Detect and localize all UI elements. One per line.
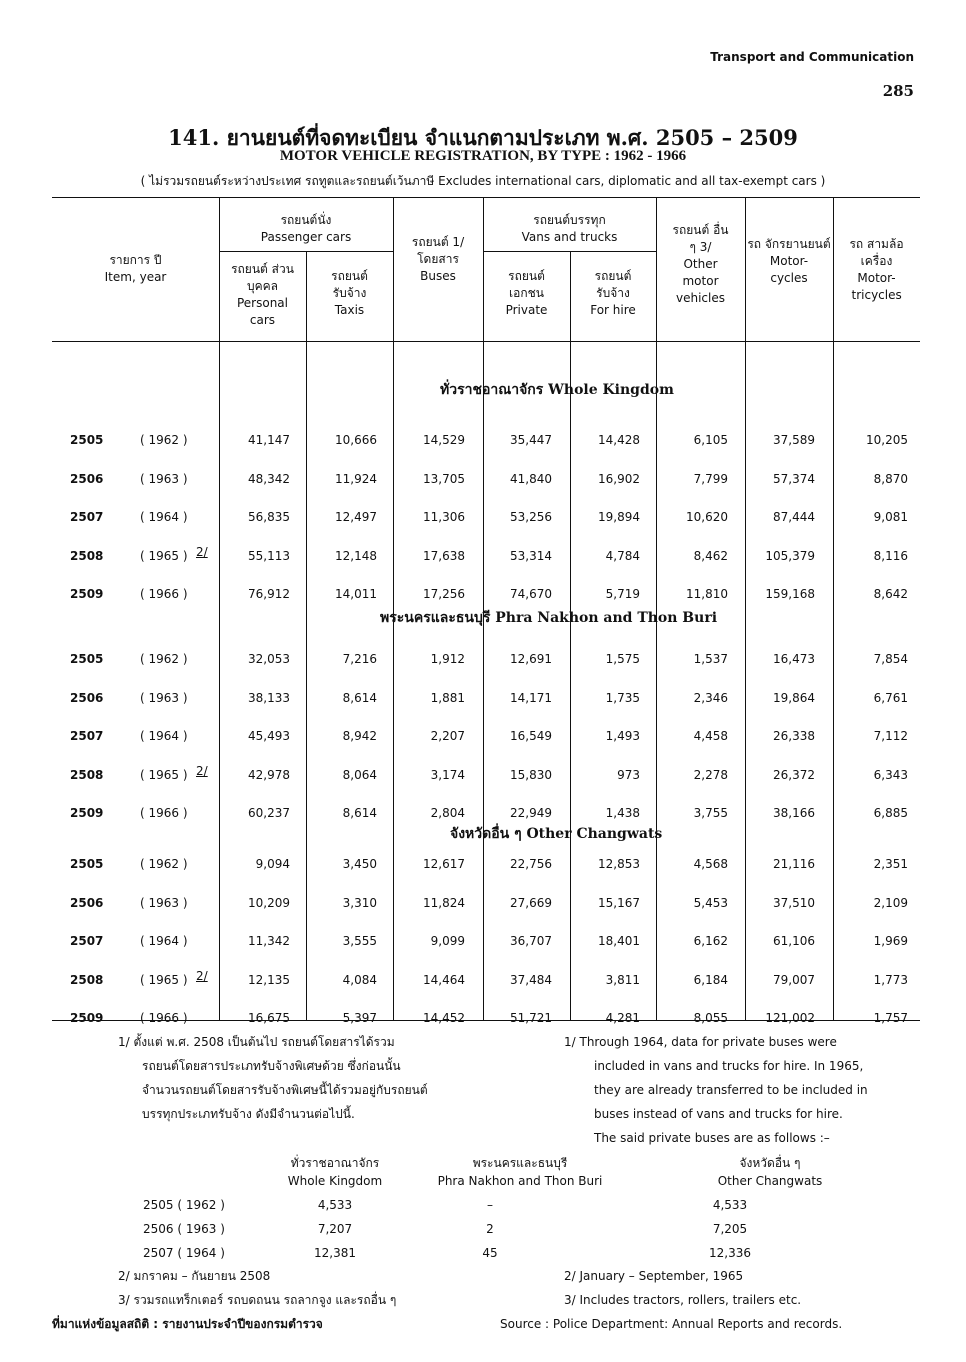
table-cell: 16,675: [248, 1011, 290, 1025]
row-year-ce: ( 1965 ): [140, 767, 188, 782]
row-year-be: 2507: [70, 934, 104, 948]
table-cell: 16,473: [773, 652, 815, 666]
footnote-3-thai: 3/ รวมรถแทร็กเตอร์ รถบดถนน รถลากจูง และรถอื่น ๆ: [118, 1293, 397, 1307]
row-year-be: 2506: [70, 471, 104, 486]
table-cell: 41,840: [510, 471, 552, 486]
footnote-1-english: 1/ Through 1964, data for private buses were included in vans and trucks for hire. In 1965, they are already transferred to be included in buses instead of vans and trucks for hire. The said private buses are as follows :–: [564, 1035, 868, 1145]
table-cell: 37,589: [773, 433, 815, 447]
subtable-year: 2506 ( 1963 ): [143, 1222, 225, 1236]
table-cell: 9,099: [430, 934, 465, 948]
header-item: รายการ ปี Item, year: [104, 253, 167, 284]
subtable-year: 2505 ( 1962 ): [143, 1198, 225, 1212]
header-motorcycles: รถ จักรยานยนต์ Motor- cycles: [747, 237, 831, 285]
header-hire: รถยนต์ รับจ้าง For hire: [590, 269, 636, 317]
table-cell: 10,620: [686, 510, 728, 524]
row-year-be: 2508: [70, 767, 104, 782]
table-cell: 26,338: [773, 729, 815, 743]
table-cell: 79,007: [773, 972, 815, 987]
table-cell: 38,133: [248, 690, 290, 705]
table-cell: 1,537: [693, 652, 728, 666]
table-cell: 38,166: [773, 806, 815, 820]
section-title-whole-kingdom: ทั่วราชอาณาจักร Whole Kingdom: [440, 382, 674, 398]
row-footnote-ref: 2/: [196, 763, 208, 778]
table-cell: 11,810: [686, 587, 728, 601]
table-cell: 2,207: [430, 729, 465, 743]
table-cell: 10,205: [866, 433, 908, 447]
subtable-header-whole-kingdom: ทั่วราชอาณาจักร Whole Kingdom: [287, 1156, 383, 1188]
table-cell: 2,804: [430, 806, 465, 820]
table-cell: 7,854: [873, 652, 908, 666]
table-cell: 4,784: [605, 548, 640, 563]
table-cell: 2,278: [693, 767, 728, 782]
table-cell: 973: [617, 767, 640, 782]
table-cell: 42,978: [248, 767, 290, 782]
table-cell: 37,510: [773, 895, 815, 910]
table-cell: 5,397: [342, 1011, 377, 1025]
row-year-ce: ( 1966 ): [140, 587, 188, 601]
table-cell: 12,853: [598, 857, 640, 871]
row-year-be: 2509: [70, 806, 104, 820]
footnote-2-thai: 2/ มกราคม – กันยายน 2508: [118, 1269, 271, 1283]
table-cell: 6,105: [693, 433, 728, 447]
footnote-1-thai: 1/ ตั้งแต่ พ.ศ. 2508 เป็นต้นไป รถยนต์โดยสารได้รวม รถยนต์โดยสารประเภทรับจ้างพิเศษด้วย ซึ่งก่อนนั้น จำนวนรถยนต์โดยสารรับจ้างพิเศษนี้ได้รวมอยู่กับรถยนต์ บรรทุกประเภทรับจ้าง ดังมีจำนวนต่อไปนี้.: [118, 1035, 428, 1121]
subtable-pn: 45: [482, 1246, 498, 1260]
row-year-ce: ( 1965 ): [140, 548, 188, 563]
running-title: Transport and Communication: [710, 50, 914, 64]
table-cell: 3,310: [342, 895, 377, 910]
row-year-be: 2507: [70, 510, 104, 524]
table-cell: 22,949: [510, 806, 552, 820]
table-cell: 8,942: [342, 729, 377, 743]
row-year-be: 2509: [70, 1011, 104, 1025]
row-year-ce: ( 1963 ): [140, 471, 188, 486]
row-year-ce: ( 1965 ): [140, 972, 188, 987]
table-subtitle: ( ไม่รวมรถยนต์ระหว่างประเทศ รถทูตและรถยนต์เว้นภาษี Excludes international cars, diplomatic and all tax-exempt cars ): [140, 174, 826, 188]
table-cell: 3,450: [342, 857, 377, 871]
table-cell: 8,870: [873, 471, 908, 486]
table-cell: 53,256: [510, 510, 552, 524]
source-thai: ที่มาแห่งข้อมูลสถิติ : รายงานประจำปีของกรมตำรวจ: [52, 1317, 323, 1331]
table-cell: 6,885: [873, 806, 908, 820]
row-year-ce: ( 1962 ): [140, 433, 188, 447]
header-private: รถยนต์ เอกชน Private: [505, 269, 548, 317]
table-cell: 1,575: [605, 652, 640, 666]
table-cell: 5,453: [693, 895, 728, 910]
table-cell: 12,691: [510, 652, 552, 666]
table-cell: 17,256: [423, 587, 465, 601]
table-cell: 14,529: [423, 433, 465, 447]
subtable-pn: 2: [486, 1222, 494, 1236]
subtable-header-other-changwats: จังหวัดอื่น ๆ Other Changwats: [717, 1156, 823, 1188]
table-cell: 14,428: [598, 433, 640, 447]
table-cell: 10,209: [248, 895, 290, 910]
table-cell: 4,084: [342, 972, 377, 987]
table-cell: 74,670: [510, 587, 552, 601]
table-cell: 2,346: [693, 690, 728, 705]
table-cell: 1,912: [430, 652, 465, 666]
table-cell: 15,830: [510, 767, 552, 782]
table-cell: 48,342: [248, 471, 290, 486]
table-cell: 56,835: [248, 510, 290, 524]
table-cell: 37,484: [510, 972, 552, 987]
table-cell: 8,055: [693, 1011, 728, 1025]
footnote-2-english: 2/ January – September, 1965: [564, 1269, 744, 1283]
table-cell: 1,493: [605, 729, 640, 743]
row-year-ce: ( 1964 ): [140, 934, 188, 948]
header-taxis: รถยนต์ รับจ้าง Taxis: [331, 269, 368, 317]
table-cell: 10,666: [335, 433, 377, 447]
row-year-ce: ( 1962 ): [140, 857, 188, 871]
table-cell: 9,094: [255, 857, 290, 871]
table-cell: 3,811: [605, 972, 640, 987]
table-cell: 8,614: [342, 690, 377, 705]
table-cell: 8,642: [873, 587, 908, 601]
table-cell: 105,379: [765, 548, 815, 563]
row-year-ce: ( 1966 ): [140, 1011, 188, 1025]
table-cell: 60,237: [248, 806, 290, 820]
table-cell: 18,401: [598, 934, 640, 948]
table-cell: 159,168: [765, 587, 815, 601]
table-cell: 6,761: [873, 690, 908, 705]
table-cell: 1,969: [873, 934, 908, 948]
row-year-ce: ( 1966 ): [140, 806, 188, 820]
table-cell: 55,113: [248, 548, 290, 563]
table-cell: 2,351: [873, 857, 908, 871]
table-cell: 7,799: [693, 471, 728, 486]
table-cell: 9,081: [873, 510, 908, 524]
row-year-ce: ( 1963 ): [140, 895, 188, 910]
table-cell: 36,707: [510, 934, 552, 948]
table-cell: 12,617: [423, 857, 465, 871]
table-cell: 17,638: [423, 548, 465, 563]
table-cell: 22,756: [510, 857, 552, 871]
subtable-wk: 12,381: [314, 1246, 356, 1260]
table-cell: 121,002: [765, 1011, 815, 1025]
header-vans: รถยนต์บรรทุก Vans and trucks: [521, 213, 618, 244]
row-year-be: 2509: [70, 587, 104, 601]
table-cell: 8,462: [693, 548, 728, 563]
subtable-header-phra-nakhon: พระนครและธนบุรี Phra Nakhon and Thon Buri: [437, 1156, 603, 1188]
table-cell: 3,755: [693, 806, 728, 820]
table-cell: 19,864: [773, 690, 815, 705]
table-cell: 11,306: [423, 510, 465, 524]
table-cell: 41,147: [248, 433, 290, 447]
table-cell: 76,912: [248, 587, 290, 601]
table-cell: 7,216: [342, 652, 377, 666]
table-cell: 3,555: [342, 934, 377, 948]
row-year-be: 2505: [70, 652, 104, 666]
row-year-be: 2508: [70, 548, 104, 563]
table-cell: 32,053: [248, 652, 290, 666]
subtable-oc: 4,533: [712, 1198, 748, 1212]
table-cell: 6,162: [693, 934, 728, 948]
source-english: Source : Police Department: Annual Reports and records.: [500, 1317, 843, 1331]
table-cell: 3,174: [430, 767, 465, 782]
row-footnote-ref: 2/: [196, 544, 208, 559]
table-cell: 19,894: [598, 510, 640, 524]
table-cell: 2,109: [873, 895, 908, 910]
row-year-be: 2506: [70, 690, 104, 705]
header-personal: รถยนต์ ส่วนบุคคล Personal cars: [231, 262, 294, 327]
table-cell: 12,148: [335, 548, 377, 563]
row-year-ce: ( 1963 ): [140, 690, 188, 705]
table-cell: 8,116: [873, 548, 908, 563]
table-cell: 14,452: [423, 1011, 465, 1025]
table-cell: 57,374: [773, 471, 815, 486]
header-buses: รถยนต์ 1/ โดยสาร Buses: [411, 235, 465, 283]
header-passenger: รถยนต์นั่ง Passenger cars: [260, 213, 352, 244]
table-cell: 35,447: [510, 433, 552, 447]
section-title-phra-nakhon: พระนครและธนบุรี Phra Nakhon and Thon Buri: [380, 610, 718, 626]
table-cell: 4,458: [693, 729, 728, 743]
subtable-year: 2507 ( 1964 ): [143, 1246, 225, 1260]
row-year-be: 2506: [70, 895, 104, 910]
table-cell: 1,735: [605, 690, 640, 705]
table-cell: 4,281: [605, 1011, 640, 1025]
row-footnote-ref: 2/: [196, 968, 208, 983]
table-cell: 8,614: [342, 806, 377, 820]
table-cell: 6,343: [873, 767, 908, 782]
row-year-be: 2505: [70, 857, 104, 871]
table-cell: 8,064: [342, 767, 377, 782]
table-cell: 7,112: [873, 729, 908, 743]
table-cell: 11,824: [423, 895, 465, 910]
table-cell: 1,438: [605, 806, 640, 820]
table-title-thai: 141. ยานยนต์ที่จดทะเบียน จำแนกตามประเภท พ.ศ. 2505 – 2509: [168, 125, 798, 150]
page-number: 285: [882, 82, 914, 100]
subtable-wk: 4,533: [317, 1198, 353, 1212]
table-cell: 14,464: [423, 972, 465, 987]
row-year-ce: ( 1962 ): [140, 652, 188, 666]
table-cell: 12,497: [335, 510, 377, 524]
header-other: รถยนต์ อื่น ๆ 3/ Other motor vehicles: [672, 223, 729, 305]
row-year-be: 2505: [70, 433, 104, 447]
footnote-3-english: 3/ Includes tractors, rollers, trailers etc.: [564, 1293, 802, 1307]
table-cell: 87,444: [773, 510, 815, 524]
table-cell: 13,705: [423, 471, 465, 486]
table-cell: 61,106: [773, 934, 815, 948]
table-cell: 1,757: [873, 1011, 908, 1025]
subtable-wk: 7,207: [317, 1222, 353, 1236]
table-cell: 11,342: [248, 934, 290, 948]
row-year-ce: ( 1964 ): [140, 729, 188, 743]
table-cell: 1,773: [873, 972, 908, 987]
row-year-be: 2508: [70, 972, 104, 987]
table-cell: 6,184: [693, 972, 728, 987]
table-cell: 16,549: [510, 729, 552, 743]
header-bottom-rule: [52, 341, 920, 342]
header-tricycles: รถ สามล้อเครื่อง Motor- tricycles: [849, 237, 904, 302]
table-cell: 1,881: [430, 690, 465, 705]
row-year-be: 2507: [70, 729, 104, 743]
table-cell: 15,167: [598, 895, 640, 910]
table-cell: 11,924: [335, 471, 377, 486]
table-cell: 14,011: [335, 587, 377, 601]
table-cell: 4,568: [693, 857, 728, 871]
table-title-english: MOTOR VEHICLE REGISTRATION, BY TYPE : 1962 - 1966: [279, 148, 687, 164]
table-top-rule: [52, 197, 920, 198]
table-cell: 45,493: [248, 729, 290, 743]
subtable-pn: –: [487, 1198, 493, 1212]
table-cell: 51,721: [510, 1011, 552, 1025]
table-cell: 14,171: [510, 690, 552, 705]
table-cell: 53,314: [510, 548, 552, 563]
table-cell: 27,669: [510, 895, 552, 910]
table-cell: 12,135: [248, 972, 290, 987]
table-cell: 5,719: [605, 587, 640, 601]
table-cell: 26,372: [773, 767, 815, 782]
subtable-oc: 12,336: [709, 1246, 751, 1260]
table-cell: 16,902: [598, 471, 640, 486]
subtable-oc: 7,205: [712, 1222, 748, 1236]
section-title-other-changwats: จังหวัดอื่น ๆ Other Changwats: [450, 826, 663, 842]
table-cell: 21,116: [773, 857, 815, 871]
row-year-ce: ( 1964 ): [140, 510, 188, 524]
